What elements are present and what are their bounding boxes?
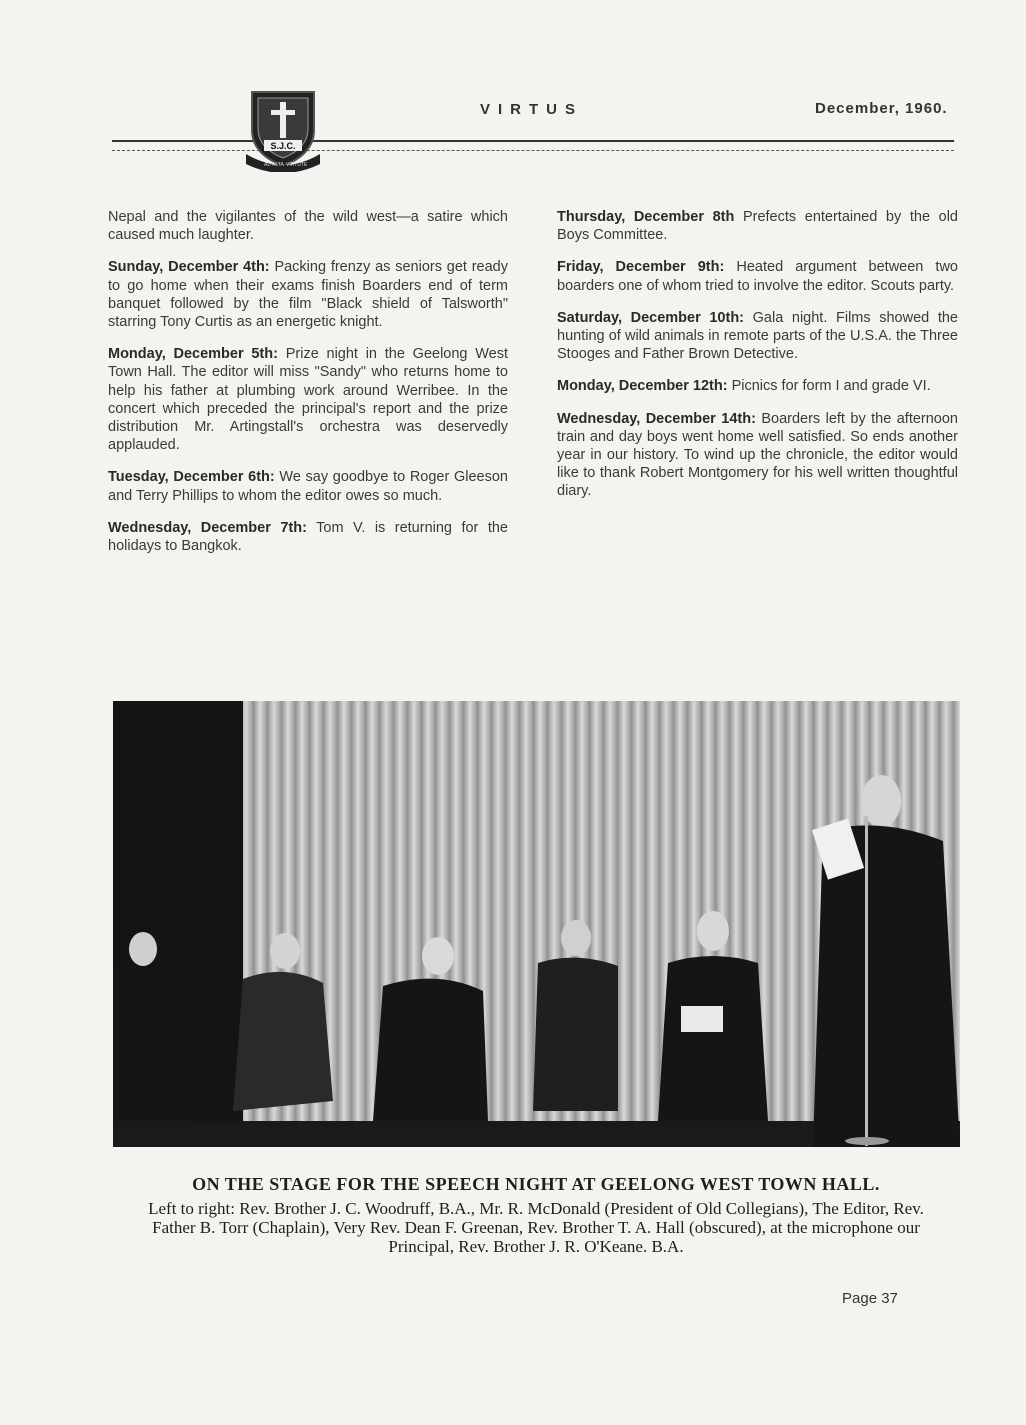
right-column [557, 208, 958, 515]
page-number: Page 37 [842, 1290, 898, 1307]
diary-entry [557, 258, 958, 294]
diary-entry [557, 410, 958, 501]
entry-text: Picnics for form I and grade VI. [731, 378, 931, 395]
diary-entry [557, 208, 958, 244]
entry-day: Monday, December 5th: [108, 346, 278, 363]
stage-photo [113, 701, 960, 1147]
entry-text: Heated argument between two boarders one of whom tried to involve the editor. Scouts party. [557, 259, 958, 294]
entry-text: Gala night. Films showed the hunting of wild animals in remote parts of the U.S.A. the Three Stooges and Father Brown Detective. [557, 309, 958, 363]
left-column [108, 208, 508, 569]
entry-text: Boarders left by the afternoon train and day boys went home well satisfied. So ends another year in our history. To wind up the chronicle, the editor would like to thank Robert Montgomery for his well written thoughtful diary. [557, 410, 958, 500]
photo-caption [130, 1174, 942, 1256]
diary-entry [108, 519, 508, 555]
diary-entry [557, 377, 958, 395]
entry-text: Tom V. is returning for the holidays to Bangkok. [108, 519, 508, 555]
entry-day: Friday, December 9th: [557, 259, 725, 276]
entry-day: Thursday, December 8th [557, 209, 735, 225]
entry-day: Wednesday, December 7th: [108, 519, 307, 536]
crest-initials: S.J.C. [270, 141, 296, 151]
diary-entry [108, 258, 508, 331]
entry-text: Prefects entertained by the old Boys Committee. [557, 209, 958, 244]
stage-photo-illustration [113, 701, 960, 1147]
entry-text: Prize night in the Geelong West Town Hall. The editor will miss "Sandy" who returns home to help his father at plumbing work around Werribee. In the concert which preceded the principal's report and the prize distribution Mr. Artingstall's orchestra was deservedly applauded. [108, 346, 509, 454]
diary-entry [557, 309, 958, 364]
entry-text: Packing frenzy as seniors get ready to go home when their exams finish Boarders end of term banquet followed by the film "Black shield of Talsworth" starring Tony Curtis as an energetic knight. [108, 259, 508, 331]
caption-body: Left to right: Rev. Brother J. C. Woodruff, B.A., Mr. R. McDonald (President of Old Collegians), The Editor, Rev. Father B. Torr (Chaplain), Very Rev. Dean F. Greenan, Rev. Brother T. A. Hall (obscured), at the microphone our Principal, Rev. Brother J. R. O'Keane. B.A. [148, 1199, 924, 1256]
issue-date: December, 1960. [815, 100, 948, 117]
entry-day: Sunday, December 4th: [108, 259, 270, 276]
header-rule [112, 140, 954, 151]
crest-motto-left: AD ALTA [264, 162, 284, 168]
entry-text: We say goodbye to Roger Gleeson and Terry Phillips to whom the editor owes so much. [108, 469, 508, 504]
entry-day: Monday, December 12th: [557, 378, 728, 395]
diary-entry [108, 208, 508, 244]
diary-entry [108, 345, 508, 454]
diary-entry [108, 468, 508, 504]
entry-text: Nepal and the vigilantes of the wild west—a satire which caused much laughter. [108, 209, 508, 244]
crest-motto-right: VIRTUTE [286, 162, 308, 168]
caption-title: ON THE STAGE FOR THE SPEECH NIGHT AT GEELONG WEST TOWN HALL. [192, 1174, 880, 1194]
masthead-title: VIRTUS [480, 101, 584, 118]
entry-day: Saturday, December 10th: [557, 309, 745, 326]
school-crest-icon [244, 86, 322, 172]
entry-day: Tuesday, December 6th: [108, 469, 275, 486]
entry-day: Wednesday, December 14th: [557, 410, 756, 427]
